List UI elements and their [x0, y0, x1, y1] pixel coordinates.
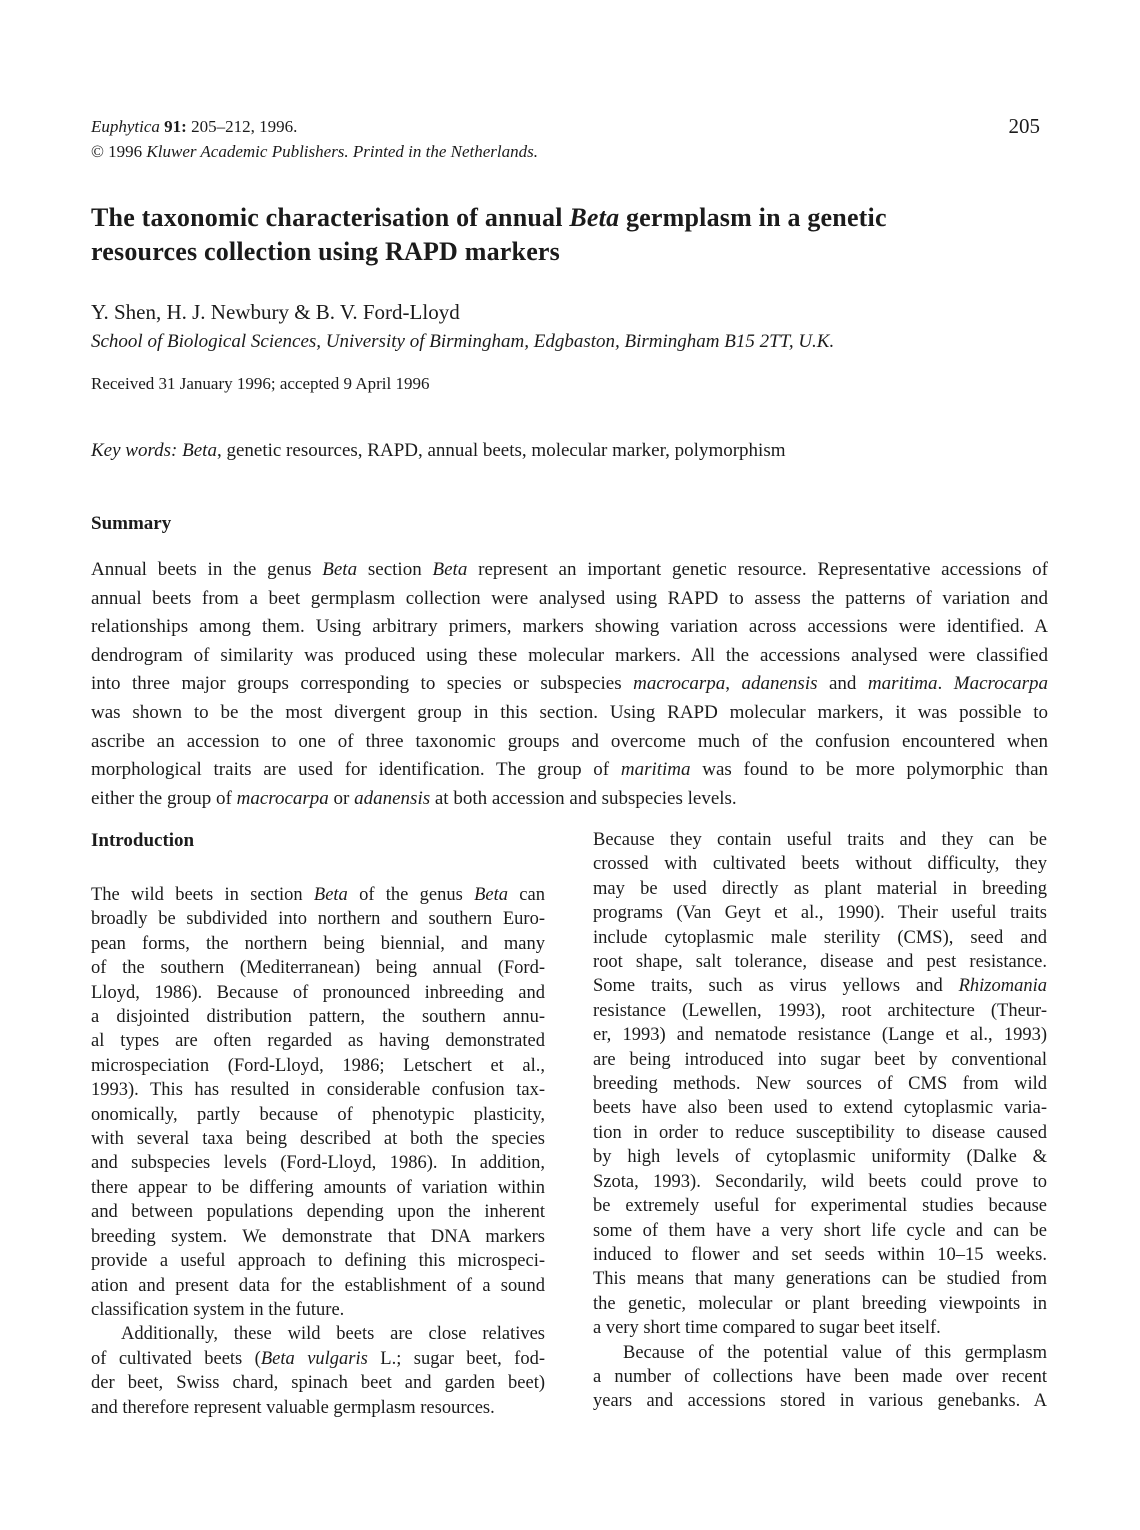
text-line	[91, 932, 545, 956]
text-line	[593, 1389, 1047, 1413]
authors-line: Y. Shen, H. J. Newbury & B. V. Ford-Lloyd	[91, 300, 460, 324]
text-run: of cultivated beets (	[91, 1348, 261, 1369]
text-run: resources collection using RAPD markers	[91, 237, 560, 266]
text-line	[91, 728, 1048, 757]
paragraph	[91, 556, 1048, 813]
text-run: and therefore represent valuable germplasm resources.	[91, 1397, 495, 1418]
text-run: a very short time compared to sugar beet itself.	[593, 1318, 941, 1339]
text-run: Key words: Beta	[91, 440, 217, 461]
text-line	[593, 1365, 1047, 1389]
text-run: Some traits, such as virus yellows and	[593, 976, 959, 997]
text-line	[91, 1371, 545, 1395]
journal-citation-block	[91, 114, 538, 164]
text-line	[91, 1225, 545, 1249]
text-run: and between populations depending upon the inherent	[91, 1202, 545, 1223]
text-run: there appear to be differing amounts of variation within	[91, 1177, 545, 1198]
text-run: was found to be more polymorphic than	[690, 759, 1048, 781]
text-run: and subspecies levels (Ford-Lloyd, 1986). In addition,	[91, 1153, 545, 1174]
text-run: root shape, salt tolerance, disease and pest resistance.	[593, 952, 1047, 973]
text-line	[593, 1048, 1047, 1072]
text-line	[593, 828, 1047, 852]
text-run: either the group of	[91, 787, 237, 809]
text-line	[91, 642, 1048, 671]
introduction-right-text	[593, 828, 1047, 1414]
text-run: are being introduced into sugar beet by conventional	[593, 1049, 1047, 1070]
text-line	[91, 556, 1048, 585]
text-line	[91, 785, 1048, 814]
text-line	[593, 1316, 1047, 1340]
text-line	[91, 1396, 545, 1420]
text-line	[91, 1078, 545, 1102]
paragraph	[91, 1322, 545, 1420]
text-run: annual beets from a beet germplasm collection were analysed using RAPD to assess the patterns of variation and	[91, 587, 1048, 609]
article-title-line-1	[91, 201, 1048, 235]
text-line	[91, 1200, 545, 1224]
text-run: breeding system. We demonstrate that DNA markers	[91, 1226, 545, 1247]
affiliation-line: School of Biological Sciences, University of Birmingham, Edgbaston, Birmingham B15 2TT, U.K.	[91, 331, 835, 352]
text-line	[593, 1194, 1047, 1218]
text-line	[593, 852, 1047, 876]
text-run: Additionally, these wild beets are close relatives	[121, 1324, 545, 1345]
text-run: crossed with cultivated beets without difficulty, they	[593, 854, 1047, 875]
text-run: be extremely useful for experimental studies because	[593, 1196, 1047, 1217]
text-line	[91, 907, 545, 931]
text-run: into three major groups corresponding to species or subspecies	[91, 673, 634, 695]
text-run: adanensis	[354, 787, 431, 809]
text-run: microspeciation (Ford-Lloyd, 1986; Letschert et al.,	[91, 1055, 545, 1076]
text-run: germplasm in a genetic	[619, 203, 887, 232]
text-line	[91, 1029, 545, 1053]
text-line	[91, 1054, 545, 1078]
text-run: induced to flower and set seeds within 10–15 weeks.	[593, 1244, 1047, 1265]
text-run: breeding methods. New sources of CMS from wild	[593, 1074, 1047, 1095]
text-run: al types are often regarded as having demonstrated	[91, 1031, 545, 1052]
text-line	[593, 877, 1047, 901]
text-line	[91, 613, 1048, 642]
text-line	[91, 1005, 545, 1029]
text-run: beets have also been used to extend cytoplasmic varia-	[593, 1098, 1047, 1119]
text-run: adanensis	[741, 673, 818, 695]
text-run: was shown to be the most divergent group in this section. Using RAPD molecular markers, it was possible to	[91, 701, 1048, 723]
text-line	[91, 670, 1048, 699]
text-line	[593, 999, 1047, 1023]
text-line	[91, 1249, 545, 1273]
introduction-section	[91, 828, 1048, 1420]
text-run: .	[937, 673, 954, 695]
text-run: maritima	[620, 759, 691, 781]
text-run: onomically, partly because of phenotypic plasticity,	[91, 1104, 545, 1125]
summary-heading: Summary	[91, 513, 172, 534]
text-line	[593, 1072, 1047, 1096]
text-line	[593, 1145, 1047, 1169]
text-line	[593, 1341, 1047, 1365]
text-run: relationships among them. Using arbitrary primers, markers showing variation across accessions were identified. A	[91, 616, 1048, 638]
text-run: of the genus	[347, 885, 475, 905]
text-run: macrocarpa	[633, 673, 726, 695]
text-line	[593, 926, 1047, 950]
text-run: ,	[725, 673, 742, 695]
text-run: Because of the potential value of this germplasm	[623, 1342, 1047, 1363]
text-run: classification system in the future.	[91, 1299, 345, 1320]
text-run: ascribe an accession to one of three taxonomic groups and overcome much of the confusion encountered when	[91, 730, 1048, 752]
text-line	[91, 883, 545, 907]
text-run: 205–212, 1996.	[186, 117, 298, 136]
page-number: 205	[1008, 114, 1040, 138]
text-run: 91:	[164, 117, 187, 136]
journal-copyright-line	[91, 139, 538, 164]
paragraph	[593, 1341, 1047, 1414]
text-run: some of them have a very short life cycle and can be	[593, 1220, 1047, 1241]
text-line	[593, 1170, 1047, 1194]
journal-citation-line	[91, 114, 538, 139]
summary-text	[91, 556, 1048, 813]
text-line	[91, 1274, 545, 1298]
text-line	[91, 699, 1048, 728]
text-run: by high levels of cytoplasmic uniformity (Dalke &	[593, 1147, 1047, 1168]
article-title	[91, 201, 1048, 269]
text-run: of the southern (Mediterranean) being annual (Ford-	[91, 958, 545, 979]
text-line	[91, 1176, 545, 1200]
text-line	[593, 1292, 1047, 1316]
journal-header	[91, 114, 1048, 164]
text-line	[91, 756, 1048, 785]
text-run: , genetic resources, RAPD, annual beets, molecular marker, polymorphism	[216, 440, 786, 461]
text-line	[91, 1322, 545, 1346]
text-line	[91, 956, 545, 980]
text-line	[91, 981, 545, 1005]
text-line	[91, 1151, 545, 1175]
text-run: Rhizomania	[958, 976, 1047, 997]
text-line	[593, 974, 1047, 998]
text-run: The taxonomic characterisation of annual	[91, 203, 570, 232]
text-line	[593, 1219, 1047, 1243]
introduction-heading: Introduction	[91, 830, 195, 851]
introduction-left-text	[91, 883, 545, 1420]
text-run: L.; sugar beet, fod-	[367, 1348, 545, 1369]
text-run: Beta	[474, 885, 509, 905]
article-title-line-2	[91, 235, 1048, 269]
text-run: Lloyd, 1986). Because of pronounced inbreeding and	[91, 982, 545, 1003]
text-run: er, 1993) and nematode resistance (Lange et al., 1993)	[593, 1025, 1047, 1046]
text-line	[593, 1121, 1047, 1145]
text-run: Beta	[569, 203, 620, 232]
text-line	[91, 1103, 545, 1127]
text-run: Beta vulgaris	[260, 1348, 368, 1369]
text-run: Euphytica	[91, 117, 160, 136]
text-run: macrocarpa	[236, 787, 329, 809]
text-run: dendrogram of similarity was produced using these molecular markers. All the accessions analysed were classified	[91, 644, 1048, 666]
text-run: may be used directly as plant material in breeding	[593, 878, 1047, 899]
text-run: include cytoplasmic male sterility (CMS), seed and	[593, 927, 1047, 948]
text-line	[593, 1243, 1047, 1267]
text-run: a disjointed distribution pattern, the southern annu-	[91, 1007, 545, 1028]
text-line	[593, 1023, 1047, 1047]
text-line	[91, 1298, 545, 1322]
text-run: programs (Van Geyt et al., 1990). Their useful traits	[593, 903, 1047, 924]
paragraph	[91, 883, 545, 1322]
received-accepted-line: Received 31 January 1996; accepted 9 April 1996	[91, 374, 430, 393]
text-run: resistance (Lewellen, 1993), root architecture (Theur-	[593, 1000, 1047, 1021]
text-run: with several taxa being described at both the species	[91, 1129, 545, 1150]
text-run: Beta	[322, 559, 358, 580]
left-column	[91, 828, 545, 1420]
paragraph	[593, 828, 1047, 1341]
text-line	[593, 901, 1047, 925]
text-run: Macrocarpa	[953, 673, 1049, 695]
text-line	[91, 1127, 545, 1151]
text-run: the genetic, molecular or plant breeding viewpoints in	[593, 1293, 1047, 1314]
text-run: © 1996	[91, 142, 147, 161]
text-run: Beta	[432, 559, 468, 580]
text-run: and	[817, 673, 868, 695]
text-run: section	[357, 559, 433, 580]
text-line	[91, 1347, 545, 1371]
text-run: morphological traits are used for identification. The group of	[91, 759, 621, 781]
text-run: years and accessions stored in various genebanks. A	[593, 1391, 1047, 1412]
right-column	[593, 828, 1047, 1420]
keywords-line	[91, 440, 1048, 462]
text-run: can	[508, 885, 545, 905]
text-line	[593, 1267, 1047, 1291]
text-run: Annual beets in the genus	[91, 559, 323, 580]
text-run: This means that many generations can be studied from	[593, 1269, 1047, 1290]
text-run: represent an important genetic resource. Representative accessions of	[467, 559, 1048, 580]
text-run: ation and present data for the establishment of a sound	[91, 1275, 545, 1296]
text-line	[593, 950, 1047, 974]
text-run: Kluwer Academic Publishers. Printed in the Netherlands.	[146, 142, 539, 161]
text-run: at both accession and subspecies levels.	[430, 787, 737, 809]
text-run: a number of collections have been made over recent	[593, 1366, 1047, 1387]
text-line	[593, 1096, 1047, 1120]
text-line	[91, 585, 1048, 614]
text-run: tion in order to reduce susceptibility to disease caused	[593, 1122, 1047, 1143]
text-run: Because they contain useful traits and they can be	[593, 830, 1047, 850]
text-run: maritima	[867, 673, 938, 695]
text-run: der beet, Swiss chard, spinach beet and garden beet)	[91, 1373, 545, 1394]
text-run: pean forms, the northern being biennial, and many	[91, 933, 545, 954]
text-run: or	[328, 787, 355, 809]
text-run: Beta	[313, 885, 348, 905]
text-run: 1993). This has resulted in considerable confusion tax-	[91, 1080, 545, 1101]
text-run: provide a useful approach to defining this microspeci-	[91, 1251, 545, 1272]
text-run: Szota, 1993). Secondarily, wild beets could prove to	[593, 1171, 1047, 1192]
text-run: The wild beets in section	[91, 885, 314, 905]
text-run: broadly be subdivided into northern and southern Euro-	[91, 909, 545, 930]
